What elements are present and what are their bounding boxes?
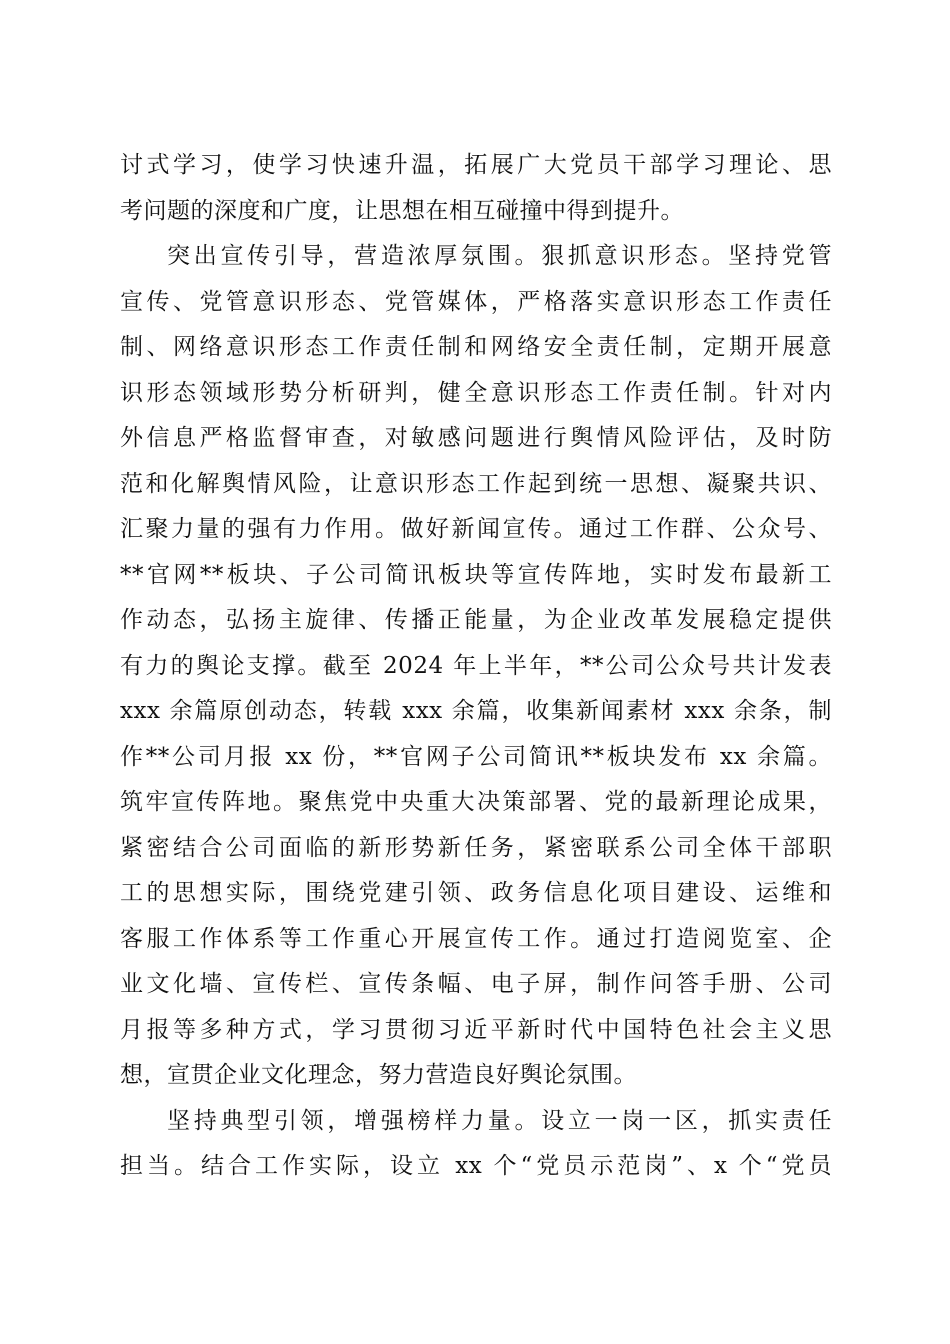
text-line: 制、网络意识形态工作责任制和网络安全责任制，定期开展意 <box>120 334 832 360</box>
text-line: 月报等多种方式，学习贯彻习近平新时代中国特色社会主义思 <box>120 1016 832 1043</box>
text-line: 范和化解舆情风险，让意识形态工作起到统一思想、凝聚共识、 <box>120 470 832 497</box>
text-line: 有力的舆论支撑。截至 2024 年上半年，**公司公众号共计发表 <box>120 652 832 679</box>
text-line: 紧密结合公司面临的新形势新任务，紧密联系公司全体干部职 <box>120 834 832 861</box>
text-line: 考问题的深度和广度，让思想在相互碰撞中得到提升。 <box>120 197 684 224</box>
text-line: 客服工作体系等工作重心开展宣传工作。通过打造阅览室、企 <box>120 925 832 952</box>
text-line: 作动态，弘扬主旋律、传播正能量，为企业改革发展稳定提供 <box>120 607 832 633</box>
paragraph-role-models <box>120 1099 832 1190</box>
text-line: 担当。结合工作实际，设立 xx 个“党员示范岗”、x 个“党员 <box>120 1153 832 1179</box>
text-line: 宣传、党管意识形态、党管媒体，严格落实意识形态工作责任 <box>120 288 832 315</box>
text-line: 工的思想实际，围绕党建引领、政务信息化项目建设、运维和 <box>120 880 832 906</box>
text-line: 突出宣传引导，营造浓厚氛围。狠抓意识形态。坚持党管 <box>167 243 832 269</box>
text-line: xxx 余篇原创动态，转载 xxx 余篇，收集新闻素材 xxx 余条，制 <box>120 698 832 724</box>
text-line: 外信息严格监督审查，对敏感问题进行舆情风险评估，及时防 <box>120 425 832 451</box>
paragraph-publicity <box>120 234 832 1099</box>
text-line: 业文化墙、宣传栏、宣传条幅、电子屏，制作问答手册、公司 <box>120 971 832 997</box>
paragraph-study <box>120 143 832 234</box>
text-line: 讨式学习，使学习快速升温，拓展广大党员干部学习理论、思 <box>120 152 832 178</box>
text-line: 作**公司月报 xx 份，**官网子公司简讯**板块发布 xx 余篇。 <box>120 743 832 770</box>
document-body <box>120 143 832 1190</box>
text-line: 识形态领域形势分析研判，健全意识形态工作责任制。针对内 <box>120 379 832 406</box>
text-line: 汇聚力量的强有力作用。做好新闻宣传。通过工作群、公众号、 <box>120 516 832 542</box>
text-line: **官网**板块、子公司简讯板块等宣传阵地，实时发布最新工 <box>120 561 832 588</box>
text-line: 想，宣贯企业文化理念，努力营造良好舆论氛围。 <box>120 1062 637 1088</box>
text-line: 坚持典型引领，增强榜样力量。设立一岗一区，抓实责任 <box>167 1107 832 1134</box>
text-line: 筑牢宣传阵地。聚焦党中央重大决策部署、党的最新理论成果， <box>120 789 832 815</box>
